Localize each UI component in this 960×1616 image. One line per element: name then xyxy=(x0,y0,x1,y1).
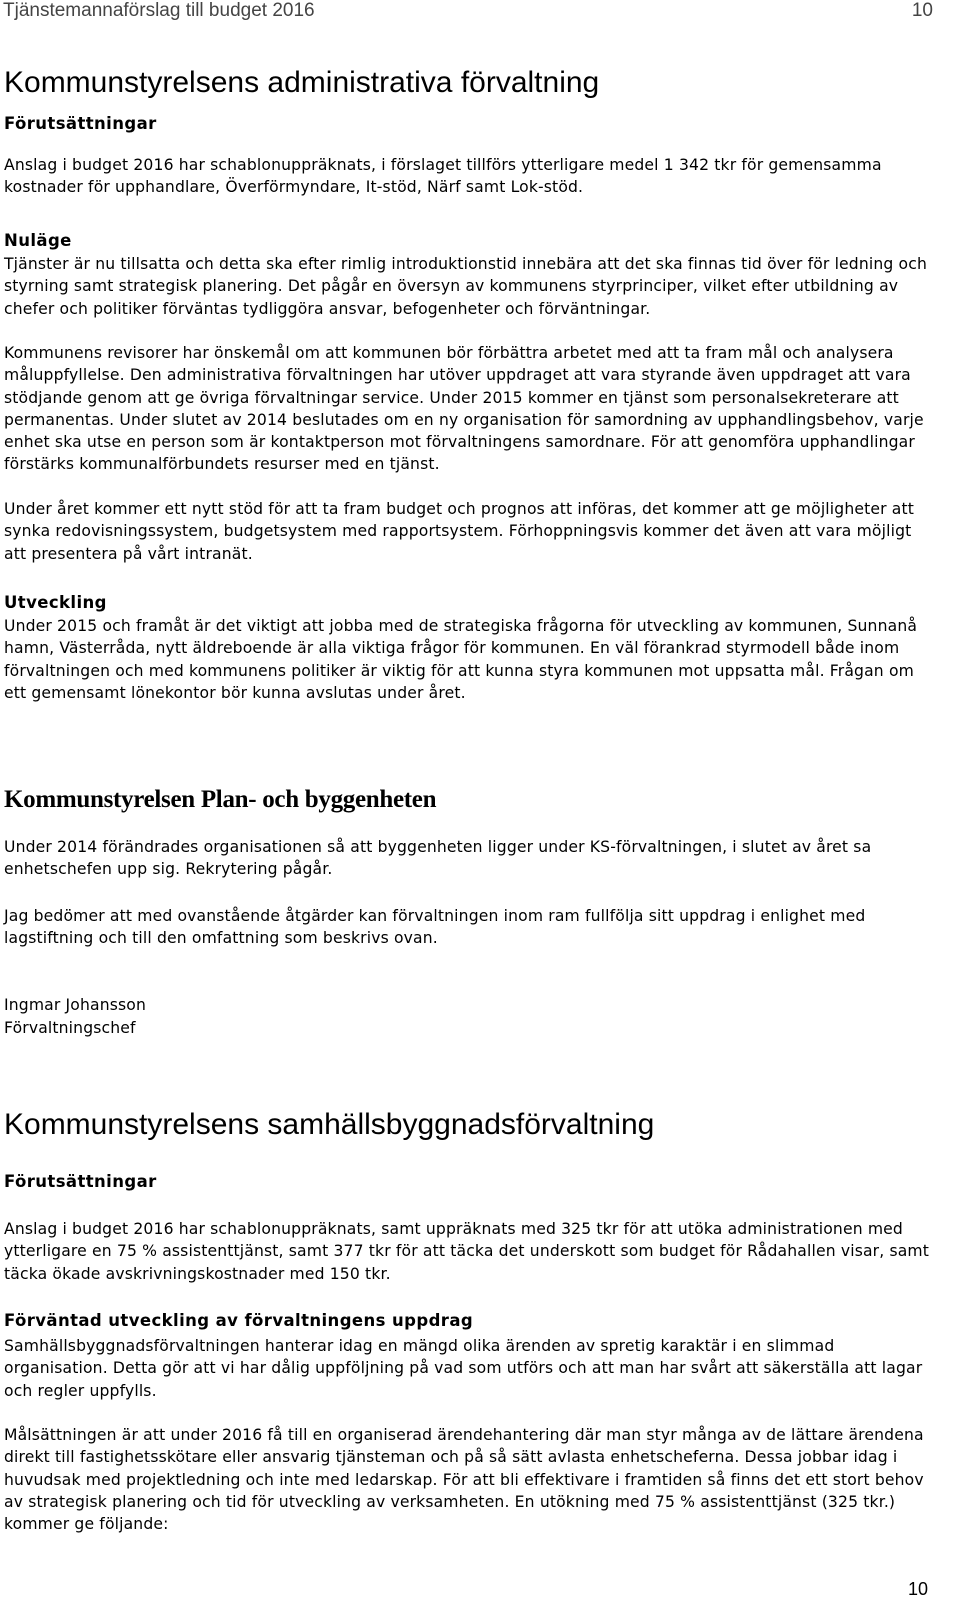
heading-utveckling: Utveckling xyxy=(4,593,107,612)
paragraph-nulage-1: Tjänster är nu tillsatta och detta ska efter rimlig introduktionstid innebära att det ska finnas tid över för ledning och styrning samt strategisk planering. Det pågår en översyn av kommunens styrprinciper, vilket efter utbildning av chefer och politiker förväntas tydliggöra ansvar, befogenheter och förväntningar. xyxy=(4,255,927,318)
heading-nulage: Nuläge xyxy=(4,231,72,250)
footer-page-number: 10 xyxy=(907,1579,928,1599)
paragraph-nulage-3: Under året kommer ett nytt stöd för att ta fram budget och prognos att införas, det kommer att ge möjligheter att synka redovisningssystem, budgetsystem med rapportsystem. Förhoppningsvis kommer det även att vara möjligt att presentera på vårt intranät. xyxy=(4,500,915,563)
heading-forutsattningar-2: Förutsättningar xyxy=(4,1172,157,1191)
paragraph-plan-bygg-2: Jag bedömer att med ovanstående åtgärder kan förvaltningen inom ram fullfölja sitt uppdrag i enlighet med lagstiftning och till den omfattning som beskrivs ovan. xyxy=(4,907,866,948)
paragraph-forvantad-2: Målsättningen är att under 2016 få till en organiserad ärendehantering där man styr många av de lättare ärendena direkt till fastighetsskötare eller ansvarig tjänsteman och på så sätt avlasta enhetscheferna. Dessa jobbar idag i huvudsak med projektledning och inte med ledarskap. För att bli effektivare i framtiden så finns det ett stort behov av strategisk planering och tid för utveckling av verksamheten. En utökning med 75 % assistenttjänst (325 tkr.) kommer ge följande: xyxy=(4,1426,924,1534)
signature-title: Förvaltningschef xyxy=(4,1019,136,1037)
paragraph-plan-bygg-1: Under 2014 förändrades organisationen så att byggenheten ligger under KS-förvaltningen, i slutet av året sa enhetschefen upp sig. Rekrytering pågår. xyxy=(4,838,872,879)
page-header xyxy=(3,0,933,24)
header-page-number: 10 xyxy=(911,0,933,21)
paragraph-nulage-2: Kommunens revisorer har önskemål om att kommunen bör förbättra arbetet med att ta fram mål och analysera måluppfyllelse. Den administrativa förvaltningen har utöver uppdraget att vara styrande även uppdraget att vara stödjande genom att ge övriga förvaltningar service. Under 2015 kommer en tjänst som personalsekreterare att permanentas. Under slutet av 2014 beslutades om en ny organisation för samordning av upphandlingsbehov, varje enhet ska utse en person som är kontaktperson mot förvaltningens samordnare. För att genomföra upphandlingar förstärks kommunalförbundets resurser med en tjänst. xyxy=(4,344,924,474)
paragraph-forutsattningar-2: Anslag i budget 2016 har schablonuppräknats, samt uppräknats med 325 tkr för att utöka administrationen med ytterligare en 75 % assistenttjänst, samt 377 tkr för att täcka det underskott som budget för Rådahallen visar, samt täcka ökade avskrivningskostnader med 150 tkr. xyxy=(4,1220,930,1283)
heading-forvantad-utveckling: Förväntad utveckling av förvaltningens uppdrag xyxy=(4,1311,474,1330)
paragraph-forvantad-1: Samhällsbyggnadsförvaltningen hanterar idag en mängd olika ärenden av spretig karaktär i en slimmad organisation. Detta gör att vi har dålig uppföljning på vad som utförs och att man har svårt att säkerställa att lagar och regler uppfylls. xyxy=(4,1337,923,1400)
section-title-administrativa: Kommunstyrelsens administrativa förvaltning xyxy=(4,66,600,99)
document-title: Tjänstemannaförslag till budget 2016 xyxy=(3,0,315,21)
paragraph-forutsattningar-1: Anslag i budget 2016 har schablonuppräknats, i förslaget tillförs ytterligare medel 1 342 tkr för gemensamma kostnader för upphandlare, Överförmyndare, It-stöd, Närf samt Lok-stöd. xyxy=(4,156,882,197)
section-title-samhallsbyggnad: Kommunstyrelsens samhällsbyggnadsförvaltning xyxy=(4,1108,655,1141)
paragraph-utveckling: Under 2015 och framåt är det viktigt att jobba med de strategiska frågorna för utveckling av kommunen, Sunnanå hamn, Västerråda, nytt äldreboende är alla viktiga frågor för kommunen. En väl förankrad styrmodell både inom förvaltningen och med kommunens politiker är viktig för att kunna styra kommunen mot uppsatta mål. Frågan om ett gemensamt lönekontor bör kunna avslutas under året. xyxy=(4,617,918,702)
heading-forutsattningar-1: Förutsättningar xyxy=(4,114,157,133)
section-title-plan-bygg: Kommunstyrelsen Plan- och byggenheten xyxy=(4,786,437,813)
signature-name: Ingmar Johansson xyxy=(4,996,147,1014)
